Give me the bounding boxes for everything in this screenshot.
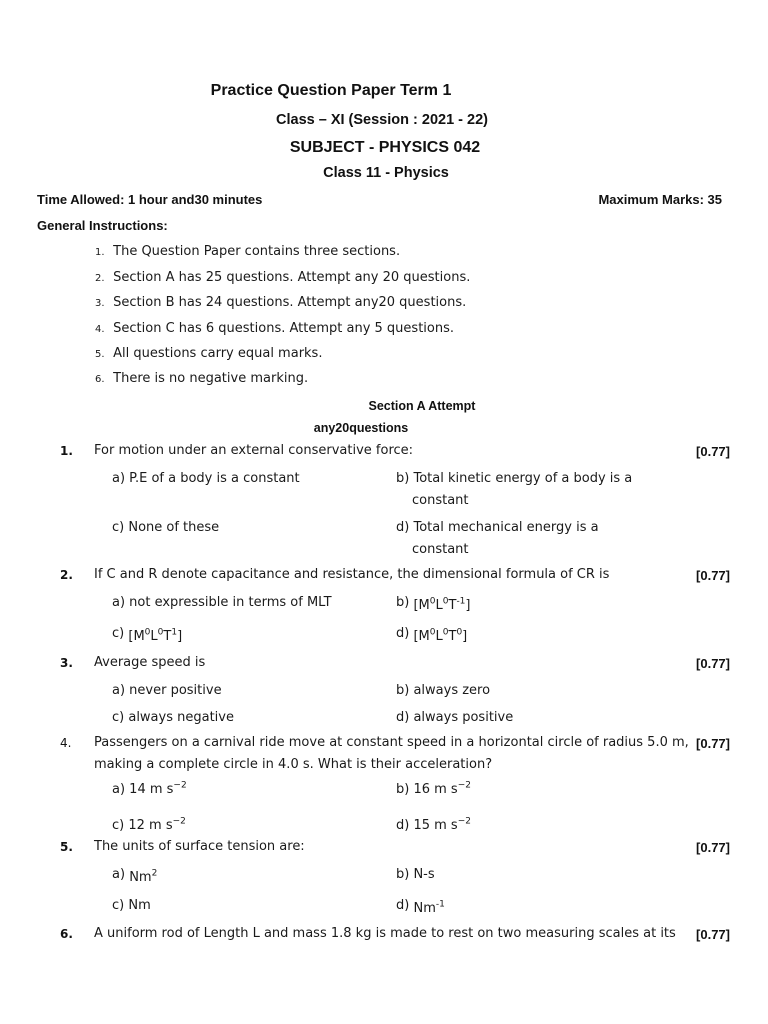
exponent: −2 xyxy=(457,780,471,791)
option-label: c) xyxy=(112,626,125,641)
exponent: -1 xyxy=(435,899,445,910)
subject-title: SUBJECT - PHYSICS 042 xyxy=(289,139,481,156)
option-formula: $[M^0L^0T^{-1}]$ xyxy=(413,596,471,613)
question-marks: [0.77] xyxy=(696,840,730,855)
paper-title: Practice Question Paper Term 1 xyxy=(210,82,452,99)
option-d xyxy=(396,626,468,644)
option-a: a) P.E of a body is a constant xyxy=(112,471,300,486)
instruction-text: Section C has 6 questions. Attempt any 5 questions. xyxy=(113,321,455,336)
question-marks: [0.77] xyxy=(696,736,730,751)
maximum-marks: Maximum Marks: 35 xyxy=(598,192,722,207)
question-text: If C and R denote capacitance and resistance, the dimensional formula of CR is xyxy=(94,567,610,582)
option-formula: $[M^0L^0T^1]$ xyxy=(128,627,183,644)
option-d: d) Total mechanical energy is a xyxy=(396,520,599,535)
section-a-heading: Section A Attempt xyxy=(368,399,476,413)
question-text: Average speed is xyxy=(94,655,206,670)
class-session: Class – XI (Session : 2021 - 22) xyxy=(276,112,488,128)
option-b: b) always zero xyxy=(396,683,491,698)
exponent: -1 xyxy=(456,596,466,607)
option-b xyxy=(396,595,471,613)
instruction-text: The Question Paper contains three sections. xyxy=(113,244,401,259)
option-formula: $[M^0L^0T^0]$ xyxy=(413,627,468,644)
option-label: b) xyxy=(396,595,410,610)
exponent: −2 xyxy=(172,816,186,827)
exponent: 0 xyxy=(442,596,449,607)
exponent: 0 xyxy=(144,627,151,638)
option-d: d) always positive xyxy=(396,710,514,725)
question-marks: [0.77] xyxy=(696,656,730,671)
instruction-item xyxy=(95,346,322,361)
instruction-number: 4. xyxy=(95,324,105,335)
option-a: a) 14 m $s^{-2}$ xyxy=(112,780,187,797)
exponent: 0 xyxy=(456,627,463,638)
option-b-continued: constant xyxy=(412,493,469,508)
instruction-item xyxy=(95,371,308,386)
question-marks: [0.77] xyxy=(696,568,730,583)
instruction-text: Section B has 24 questions. Attempt any20 questions. xyxy=(113,295,467,310)
instruction-text: There is no negative marking. xyxy=(113,371,309,386)
option-c: c) 12 m $s^{-2}$ xyxy=(112,816,186,833)
instruction-number: 5. xyxy=(95,349,105,360)
option-c: c) None of these xyxy=(112,520,220,535)
instruction-number: 2. xyxy=(95,273,105,284)
option-a: a) not expressible in terms of MLT xyxy=(112,595,332,610)
question-number: 5. xyxy=(60,840,73,854)
exponent: −2 xyxy=(457,816,471,827)
option-b: b) Total kinetic energy of a body is a xyxy=(396,471,633,486)
time-allowed: Time Allowed: 1 hour and30 minutes xyxy=(37,192,263,207)
instruction-number: 1. xyxy=(95,247,105,258)
instruction-number: 3. xyxy=(95,298,105,309)
class-name: Class 11 - Physics xyxy=(323,165,449,181)
question-marks: [0.77] xyxy=(696,927,730,942)
question-number: 2. xyxy=(60,568,73,582)
general-instructions-heading: General Instructions: xyxy=(37,218,168,233)
exponent: 0 xyxy=(429,596,436,607)
question-number: 4. xyxy=(60,736,72,750)
question-number: 1. xyxy=(60,444,73,458)
question-text: Passengers on a carnival ride move at constant speed in a horizontal circle of radius 5.0 m, xyxy=(94,735,689,750)
instruction-number: 6. xyxy=(95,374,105,385)
option-c: c) always negative xyxy=(112,710,234,725)
instruction-item xyxy=(95,321,454,336)
option-c xyxy=(112,626,183,644)
exponent: −2 xyxy=(173,780,187,791)
question-number: 6. xyxy=(60,927,73,941)
section-a-heading-line2: any20questions xyxy=(313,421,409,435)
option-formula: Nm$^2$ xyxy=(129,868,158,885)
instruction-text: All questions carry equal marks. xyxy=(113,346,323,361)
option-d xyxy=(396,898,445,916)
question-text: The units of surface tension are: xyxy=(94,839,305,854)
option-label: d) xyxy=(396,626,410,641)
option-label: a) xyxy=(112,867,126,882)
question-text: For motion under an external conservative force: xyxy=(94,443,414,458)
question-number: 3. xyxy=(60,656,73,670)
instruction-item xyxy=(95,270,470,285)
option-d-continued: constant xyxy=(412,542,469,557)
question-marks: [0.77] xyxy=(696,444,730,459)
question-text-continued: making a complete circle in 4.0 s. What is their acceleration? xyxy=(94,757,493,772)
exponent: 1 xyxy=(171,627,178,638)
option-b: b) 16 m $s^{-2}$ xyxy=(396,780,471,797)
instruction-item xyxy=(95,295,466,310)
option-a xyxy=(112,867,158,885)
exponent: 0 xyxy=(157,627,164,638)
option-a: a) never positive xyxy=(112,683,222,698)
exponent: 0 xyxy=(429,627,436,638)
instruction-text: Section A has 25 questions. Attempt any 20 questions. xyxy=(113,270,471,285)
option-label: d) xyxy=(396,898,410,913)
exponent: 0 xyxy=(442,627,449,638)
exponent: 2 xyxy=(151,868,158,879)
question-text: A uniform rod of Length L and mass 1.8 kg is made to rest on two measuring scales at its xyxy=(94,926,676,941)
option-formula: $Nm^{-1}$ xyxy=(413,899,445,916)
option-b: b) N-s xyxy=(396,867,435,882)
option-d: d) 15 m $s^{-2}$ xyxy=(396,816,471,833)
option-c: c) Nm xyxy=(112,898,151,913)
instruction-item xyxy=(95,244,400,259)
